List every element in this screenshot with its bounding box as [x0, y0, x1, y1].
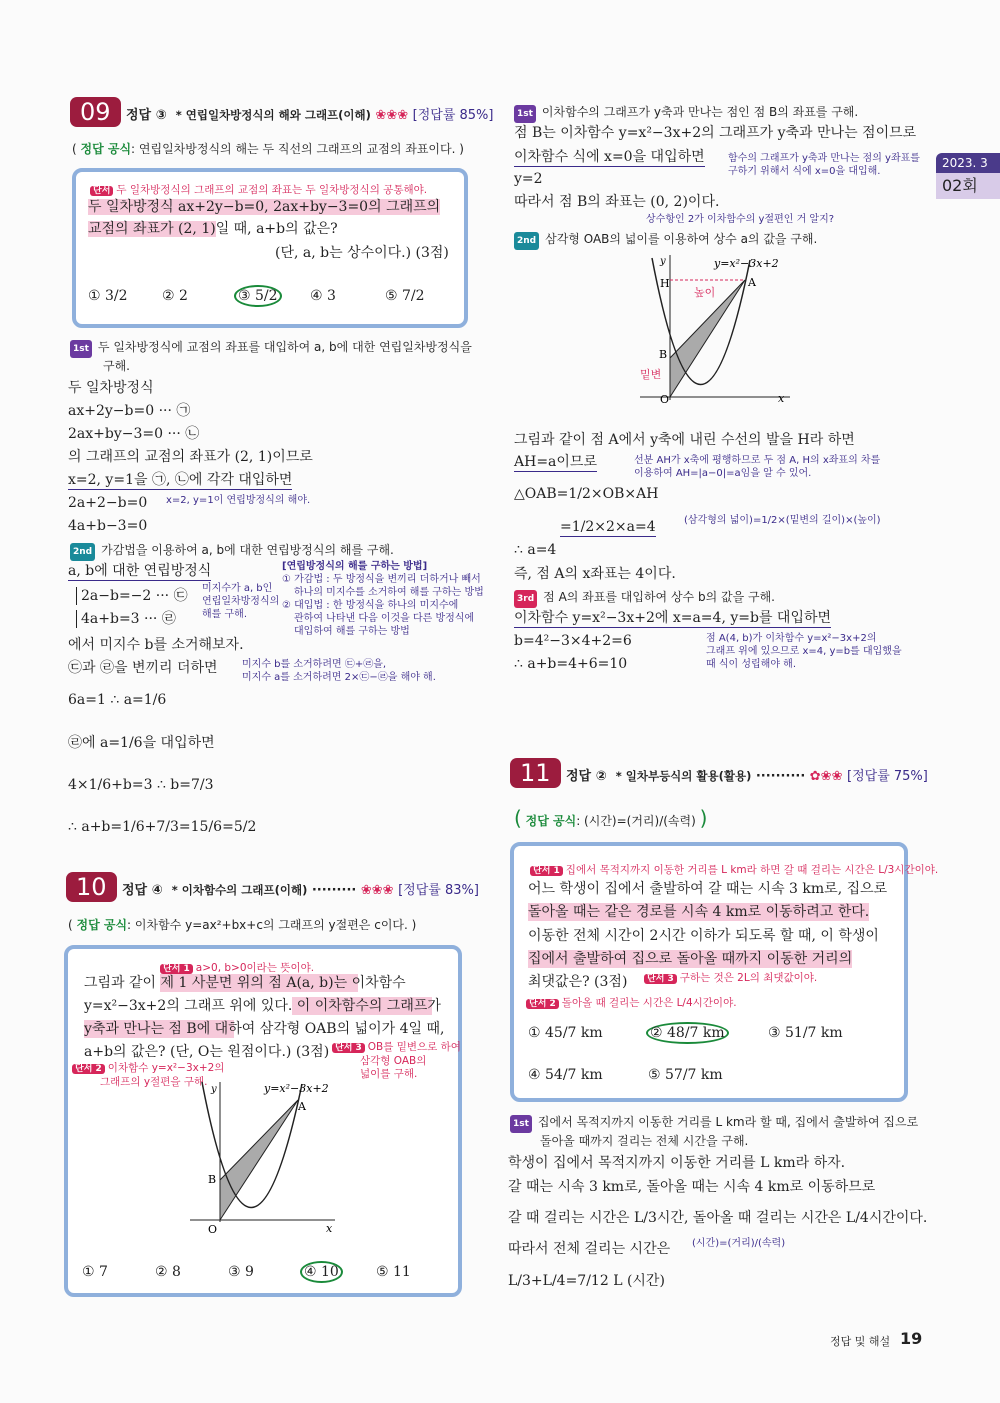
point-o-label: O: [660, 393, 670, 406]
x-label: x: [778, 392, 785, 405]
topic: * 연립일차방정식의 해와 그래프(이해): [175, 108, 371, 122]
sol-line: 2a+2−b=0: [68, 495, 148, 511]
choice-2-correct[interactable]: ② 48/7 km: [646, 1022, 729, 1044]
answer: 정답 ③: [126, 108, 167, 123]
question-line: 그림과 같이 제 1 사분면 위의 점 A(a, b)는 이차함수: [84, 975, 406, 991]
footer-label: 정답 및 해설: [830, 1335, 891, 1348]
choice-1[interactable]: ① 7: [82, 1264, 108, 1280]
y-label: y: [660, 256, 666, 267]
parabola: [202, 1082, 302, 1208]
sol-line: x=2, y=1을 ㉠, ㉡에 각각 대입하면: [68, 472, 293, 488]
problem-number: 11: [510, 758, 561, 788]
sol-line: a, b에 대한 연립방정식: [68, 563, 212, 579]
sol-line: 따라서 점 B의 좌표는 (0, 2)이다.: [514, 194, 720, 210]
sol-line: 4×1/6+b=3 ∴ b=7/3: [68, 777, 214, 793]
sol-line: 즉, 점 A의 x좌표는 4이다.: [514, 566, 676, 582]
choice-4-correct[interactable]: ④ 10: [300, 1261, 343, 1283]
point-a-label: A: [298, 1100, 306, 1113]
step-3: 3rd 점 A의 좌표를 대입하여 상수 b의 값을 구해.: [514, 588, 775, 608]
height-label: 높이: [694, 286, 716, 299]
sol-line: AH=a이므로: [514, 454, 597, 470]
step-2: 2nd 삼각형 OAB의 넓이를 이용하여 상수 a의 값을 구해.: [514, 230, 817, 250]
sol-line: 갈 때는 시속 3 km로, 돌아올 때는 시속 4 km로 이동하므로: [508, 1179, 876, 1195]
equation-label: y=x²−3x+2: [264, 1082, 329, 1095]
sol-line: 4a+b−3=0: [68, 518, 148, 534]
sol-line: 의 그래프의 교점의 좌표가 (2, 1)이므로: [68, 449, 313, 465]
note: 함수의 그래프가 y축과 만나는 점의 y좌표를 구하기 위해서 식에 x=0을 대입해.: [728, 153, 920, 177]
question-line: 교점의 좌표가 (2, 1)일 때, a+b의 값은?: [88, 221, 338, 237]
choice-5[interactable]: ⑤ 11: [376, 1264, 411, 1280]
sol-line: △OAB=1/2×OB×AH: [514, 486, 659, 502]
sol-line: ax+2y−b=0 ··· ㉠: [68, 403, 191, 419]
question-line: a+b의 값은? (단, O는 원점이다.) (3점): [84, 1044, 330, 1060]
sol-line: 그림과 같이 점 A에서 y축에 내린 수선의 발을 H라 하면: [514, 432, 855, 448]
base-label: 밑변: [640, 368, 662, 381]
problem-number: 10: [66, 872, 117, 902]
question-line: 어느 학생이 집에서 출발하여 갈 때는 시속 3 km로, 집으로: [528, 881, 888, 897]
hint-2: 단서 2 이차함수 y=x²−3x+2의 그래프의 y절편을 구해.: [72, 1062, 224, 1089]
y-label: y: [211, 1084, 217, 1095]
page-number: 19: [900, 1329, 923, 1348]
sol-line: 이차함수 식에 x=0을 대입하면: [514, 149, 705, 165]
formula: ( 정답 공식: (시간)=(거리)/(속력) ): [514, 806, 708, 830]
note: (삼각형의 넓이)=1/2×(밑변의 길이)×(높이): [684, 515, 881, 526]
hint-1: 단서 1 a>0, b>0이라는 뜻이야.: [160, 960, 314, 975]
side-tab-year: 2023. 3: [936, 153, 1000, 173]
note: 미지수 b를 소거하려면 ㉢+㉣을, 미지수 a를 소거하려면 2×㉢−㉣을 해야 해.: [242, 659, 436, 683]
choice-4[interactable]: ④ 54/7 km: [528, 1067, 603, 1083]
step-1: 1st 집에서 목적지까지 이동한 거리를 L km라 할 때, 집에서 출발하여 집으로: [510, 1113, 918, 1133]
x-label: x: [326, 1222, 333, 1235]
side-tab-round: 02회: [936, 173, 1000, 199]
step-2: 2nd 가감법을 이용하여 a, b에 대한 연립방정식의 해를 구해.: [70, 541, 394, 561]
note: 미지수가 a, b인 연립일차방정식의 해를 구해.: [202, 583, 280, 620]
sol-line: ㉣에 a=1/6을 대입하면: [68, 735, 215, 751]
equation-label: y=x²−3x+2: [714, 257, 779, 270]
choice-2[interactable]: ② 8: [155, 1264, 181, 1280]
sol-line: 따라서 전체 걸리는 시간은: [508, 1241, 671, 1257]
formula: ( 정답 공식: 이차함수 y=ax²+bx+c의 그래프의 y절편은 c이다. ): [68, 918, 417, 932]
point-b-label: B: [659, 348, 668, 361]
hint-3: 단서 3 구하는 것은 2L의 최댓값이야.: [644, 970, 817, 985]
method-note: [연립방정식의 해를 구하는 방법] ① 가감법 : 두 방정식을 변끼리 더하거나 빼서 하나의 미지수를 소거하여 해를 구하는 방법 ② 대입법 : 한 방정식을 하나의 미지수에 관하여 나타낸 다음 이것을 다른 방정식에 대입하여 해를 구하는 방법: [282, 561, 484, 637]
choice-3[interactable]: ③ 51/7 km: [768, 1025, 843, 1041]
parabola-graph: [180, 1072, 350, 1237]
parabola-graph-annotated: [630, 250, 800, 410]
question-line: (단, a, b는 상수이다.) (3점): [275, 245, 449, 261]
formula: ( 정답 공식: 연립일차방정식의 해는 두 직선의 그래프의 교점의 좌표이다. ): [72, 142, 464, 156]
sol-line: 두 일차방정식: [68, 380, 154, 396]
hint-1: 단서 1 집에서 목적지까지 이동한 거리를 L km라 하면 갈 때 걸리는 시간은 L/3시간이야.: [530, 862, 938, 877]
problem-number: 09: [70, 97, 121, 127]
sol-line: y=2: [514, 171, 543, 187]
sol-line: ∴ a=4: [514, 542, 557, 558]
sol-line: ∴ a+b=4+6=10: [514, 656, 628, 672]
choice-3[interactable]: ③ 9: [228, 1264, 254, 1280]
point-b-label: B: [208, 1173, 217, 1186]
note: 점 A(4, b)가 이차함수 y=x²−3x+2의 그래프 위에 있으므로 x=4, y=b를 대입했을 때 식이 성립해야 해.: [706, 633, 902, 670]
choice-1[interactable]: ① 3/2: [88, 288, 128, 304]
sol-line: ㉢과 ㉣을 변끼리 더하면: [68, 660, 218, 676]
choice-2[interactable]: ② 2: [162, 288, 188, 304]
sol-line: =1/2×2×a=4: [560, 519, 656, 535]
question-line: y=x²−3x+2의 그래프 위에 있다. 이 이차함수의 그래프가: [84, 998, 441, 1014]
step-1-cont: 구해.: [103, 359, 130, 373]
step-1: 1st 이차함수의 그래프가 y축과 만나는 점인 점 B의 좌표를 구해.: [514, 103, 858, 123]
note: 선분 AH가 x축에 평행하므로 두 점 A, H의 x좌표의 차를 이용하여 AH=|a−0|=a임을 알 수 있어.: [634, 455, 881, 479]
sol-line: 이차함수 y=x²−3x+2에 x=a=4, y=b를 대입하면: [514, 610, 832, 626]
choice-5[interactable]: ⑤ 7/2: [385, 288, 425, 304]
sol-line: L/3+L/4=7/12 L (시간): [508, 1273, 665, 1289]
step-1: 1st 두 일차방정식에 교점의 좌표를 대입하여 a, b에 대한 연립일차방정식을: [70, 338, 472, 358]
point-h-label: H: [660, 277, 670, 290]
choice-1[interactable]: ① 45/7 km: [528, 1025, 603, 1041]
hint: 단서 두 일차방정식의 그래프의 교점의 좌표는 두 일차방정식의 공통해야.: [90, 182, 427, 197]
choice-5[interactable]: ⑤ 57/7 km: [648, 1067, 723, 1083]
question-line: 돌아올 때는 같은 경로를 시속 4 km로 이동하려고 한다.: [528, 904, 870, 920]
sol-line: 2a−b=−2 ··· ㉢: [76, 587, 188, 605]
sol-line: b=4²−3×4+2=6: [514, 633, 632, 649]
correct-rate: [정답률 85%]: [412, 108, 494, 123]
sol-line: ∴ a+b=1/6+7/3=15/6=5/2: [68, 819, 257, 835]
problem-header: 정답 ② * 일차부등식의 활용(활용) ·········· ✿❀❀ [정답률 75%]: [566, 769, 928, 784]
step-1-cont: 돌아올 때까지 걸리는 전체 시간을 구해.: [540, 1134, 749, 1148]
question-line: 집에서 출발하여 집으로 돌아올 때까지 이동한 거리의: [528, 951, 853, 967]
problem-header: [126, 104, 494, 123]
note: 상수항인 2가 이차함수의 y절편인 거 알지?: [646, 214, 835, 225]
hint-2: 단서 2 돌아올 때 걸리는 시간은 L/4시간이야.: [526, 995, 737, 1010]
sol-line: 점 B는 이차함수 y=x²−3x+2의 그래프가 y축과 만나는 점이므로: [514, 125, 917, 141]
sol-line: 6a=1 ∴ a=1/6: [68, 692, 167, 708]
note: x=2, y=1이 연립방정식의 해야.: [166, 495, 311, 506]
question-line: 이동한 전체 시간이 2시간 이하가 되도록 할 때, 이 학생이: [528, 928, 879, 944]
difficulty: ❀❀❀: [375, 108, 409, 123]
question-line: 두 일차방정식 ax+2y−b=0, 2ax+by−3=0의 그래프의: [88, 199, 441, 215]
sol-line: 4a+b=3 ··· ㉣: [76, 610, 176, 628]
sol-line: 2ax+by−3=0 ··· ㉡: [68, 426, 200, 442]
sol-line: 학생이 집에서 목적지까지 이동한 거리를 L km라 하자.: [508, 1155, 846, 1171]
choice-4[interactable]: ④ 3: [310, 288, 336, 304]
triangle-oab: [220, 1100, 298, 1220]
note: (시간)=(거리)/(속력): [692, 1238, 786, 1249]
problem-header: 정답 ④ * 이차함수의 그래프(이해) ········· ❀❀❀ [정답률 83%]: [122, 883, 479, 898]
point-a-label: A: [748, 276, 756, 289]
sol-line: 에서 미지수 b를 소거해보자.: [68, 637, 244, 653]
question-line: 최댓값은? (3점): [528, 974, 628, 990]
hint-3: 단서 3 OB를 밑변으로 하여 삼각형 OAB의 넓이를 구해.: [332, 1041, 461, 1081]
point-o-label: O: [208, 1223, 218, 1236]
sol-line: 갈 때 걸리는 시간은 L/3시간, 돌아올 때 걸리는 시간은 L/4시간이다.: [508, 1210, 928, 1226]
choice-3-correct[interactable]: ③ 5/2: [234, 285, 282, 307]
question-line: y축과 만나는 점 B에 대하여 삼각형 OAB의 넓이가 4일 때,: [84, 1021, 445, 1037]
